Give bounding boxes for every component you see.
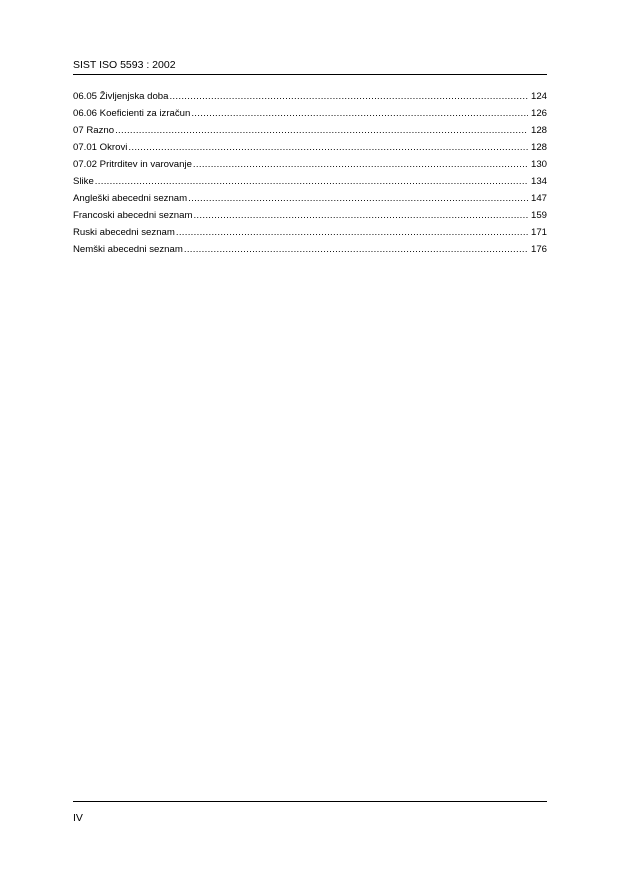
toc-entry[interactable]	[73, 173, 547, 190]
toc-entry-title: Nemški abecedni seznam	[73, 244, 183, 255]
toc-entry[interactable]	[73, 241, 547, 258]
toc-entry-title: Slike	[73, 176, 94, 187]
toc-entry[interactable]	[73, 122, 547, 139]
toc-entry[interactable]	[73, 190, 547, 207]
toc-entry-title: Francoski abecedni seznam	[73, 210, 193, 221]
toc-entry-title: 06.05 Življenjska doba	[73, 91, 169, 102]
toc-entry-title: 06.06 Koeficienti za izračun	[73, 108, 191, 119]
toc-leader-dots	[115, 122, 528, 139]
table-of-contents	[73, 88, 547, 258]
toc-entry-page: 126	[530, 108, 547, 119]
toc-entry-title: Angleški abecedni seznam	[73, 193, 188, 204]
toc-entry-page: 176	[530, 244, 547, 255]
toc-entry-page: 159	[530, 210, 547, 221]
toc-entry-title: 07.01 Okrovi	[73, 142, 128, 153]
toc-entry-title: 07 Razno	[73, 125, 115, 136]
toc-entry-page: 124	[530, 91, 547, 102]
toc-entry[interactable]	[73, 139, 547, 156]
page-header-text: SIST ISO 5593 : 2002	[73, 59, 176, 71]
toc-entry-page: 171	[530, 227, 547, 238]
toc-entry-page: 147	[530, 193, 547, 204]
toc-entry-page: 134	[530, 176, 547, 187]
toc-entry[interactable]	[73, 88, 547, 105]
toc-entry[interactable]	[73, 224, 547, 241]
toc-entry-title: Ruski abecedni seznam	[73, 227, 175, 238]
header-rule	[73, 74, 547, 75]
footer-rule	[73, 801, 547, 802]
page-number: IV	[73, 812, 83, 824]
toc-leader-dots	[193, 156, 528, 173]
toc-entry[interactable]	[73, 207, 547, 224]
toc-leader-dots	[191, 105, 528, 122]
toc-leader-dots	[128, 139, 528, 156]
toc-entry-title: 07.02 Pritrditev in varovanje	[73, 159, 192, 170]
toc-entry-page: 130	[530, 159, 547, 170]
toc-leader-dots	[184, 241, 528, 258]
toc-entry[interactable]	[73, 105, 547, 122]
toc-entry-page: 128	[530, 125, 547, 136]
toc-entry[interactable]	[73, 156, 547, 173]
toc-leader-dots	[193, 207, 528, 224]
toc-leader-dots	[176, 224, 528, 241]
toc-leader-dots	[188, 190, 528, 207]
toc-entry-page: 128	[530, 142, 547, 153]
toc-leader-dots	[169, 88, 528, 105]
toc-leader-dots	[95, 173, 528, 190]
